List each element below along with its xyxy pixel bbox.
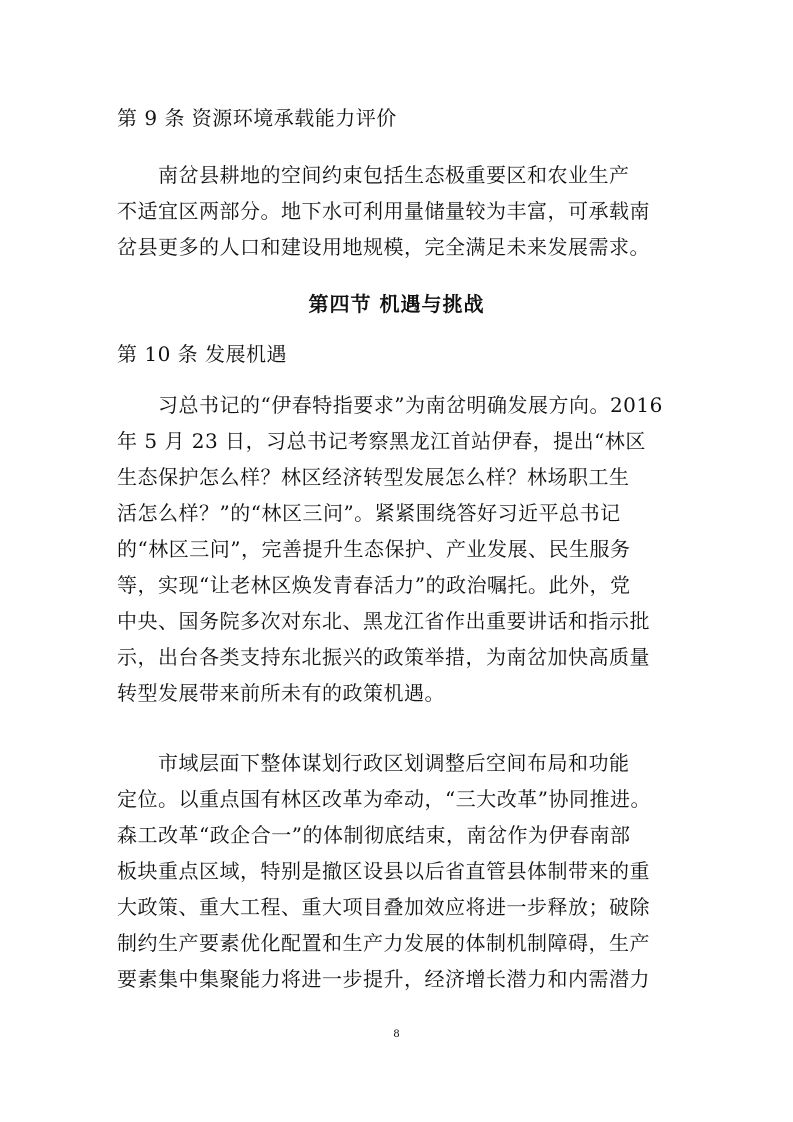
article-10-paragraph-2: [117, 745, 677, 997]
paragraph-line: 制约生产要素优化配置和生产力发展的体制机制障碍，生产: [117, 931, 650, 955]
article-10-block: [117, 336, 677, 372]
article-10-paragraph-1: [117, 387, 677, 711]
paragraph-line: 定位。以重点国有林区改革为牵动，“三大改革”协同推进。: [117, 787, 651, 811]
paragraph-line: 中央、国务院多次对东北、黑龙江省作出重要讲话和指示批: [117, 609, 650, 633]
section-4-heading: 第四节 机遇与挑战: [308, 292, 485, 316]
paragraph-line: 岔县更多的人口和建设用地规模，完全满足未来发展需求。: [117, 235, 650, 259]
paragraph-line: 不适宜区两部分。地下水可利用量储量较为丰富，可承载南: [117, 199, 650, 223]
article-10-heading: 第 10 条 发展机遇: [117, 342, 288, 366]
paragraph-line: 市域层面下整体谋划行政区划调整后空间布局和功能: [117, 751, 630, 775]
paragraph-line: 南岔县耕地的空间约束包括生态极重要区和农业生产: [117, 163, 630, 187]
paragraph-line: 习总书记的“伊春特指要求”为南岔明确发展方向。2016: [117, 393, 663, 417]
paragraph-line: 生态保护怎么样？林区经济转型发展怎么样？林场职工生: [117, 465, 630, 489]
paragraph-line: 等，实现“让老林区焕发青春活力”的政治嘱托。此外，党: [117, 573, 631, 597]
article-9-paragraph: [117, 157, 677, 265]
paragraph-line: 的“林区三问”，完善提升生态保护、产业发展、民生服务: [117, 537, 631, 561]
paragraph-line: 活怎么样？”的“林区三问”。紧紧围绕答好习近平总书记: [117, 501, 621, 525]
paragraph-line: 大政策、重大工程、重大项目叠加效应将进一步释放；破除: [117, 895, 650, 919]
paragraph-line: 要素集中集聚能力将进一步提升，经济增长潜力和内需潜力: [117, 967, 650, 991]
article-9-block: [117, 100, 677, 136]
paragraph-line: 年 5 月 23 日，习总书记考察黑龙江首站伊春，提出“林区: [117, 429, 646, 453]
paragraph-line: 板块重点区域，特别是撤区设县以后省直管县体制带来的重: [117, 859, 650, 883]
paragraph-line: 示，出台各类支持东北振兴的政策举措，为南岔加快高质量: [117, 645, 650, 669]
paragraph-line: 森工改革“政企合一”的体制彻底结束，南岔作为伊春南部: [117, 823, 631, 847]
page-number: 8: [393, 1026, 400, 1040]
paragraph-line: 转型发展带来前所未有的政策机遇。: [117, 681, 445, 705]
article-9-heading: 第 9 条 资源环境承载能力评价: [117, 106, 397, 130]
